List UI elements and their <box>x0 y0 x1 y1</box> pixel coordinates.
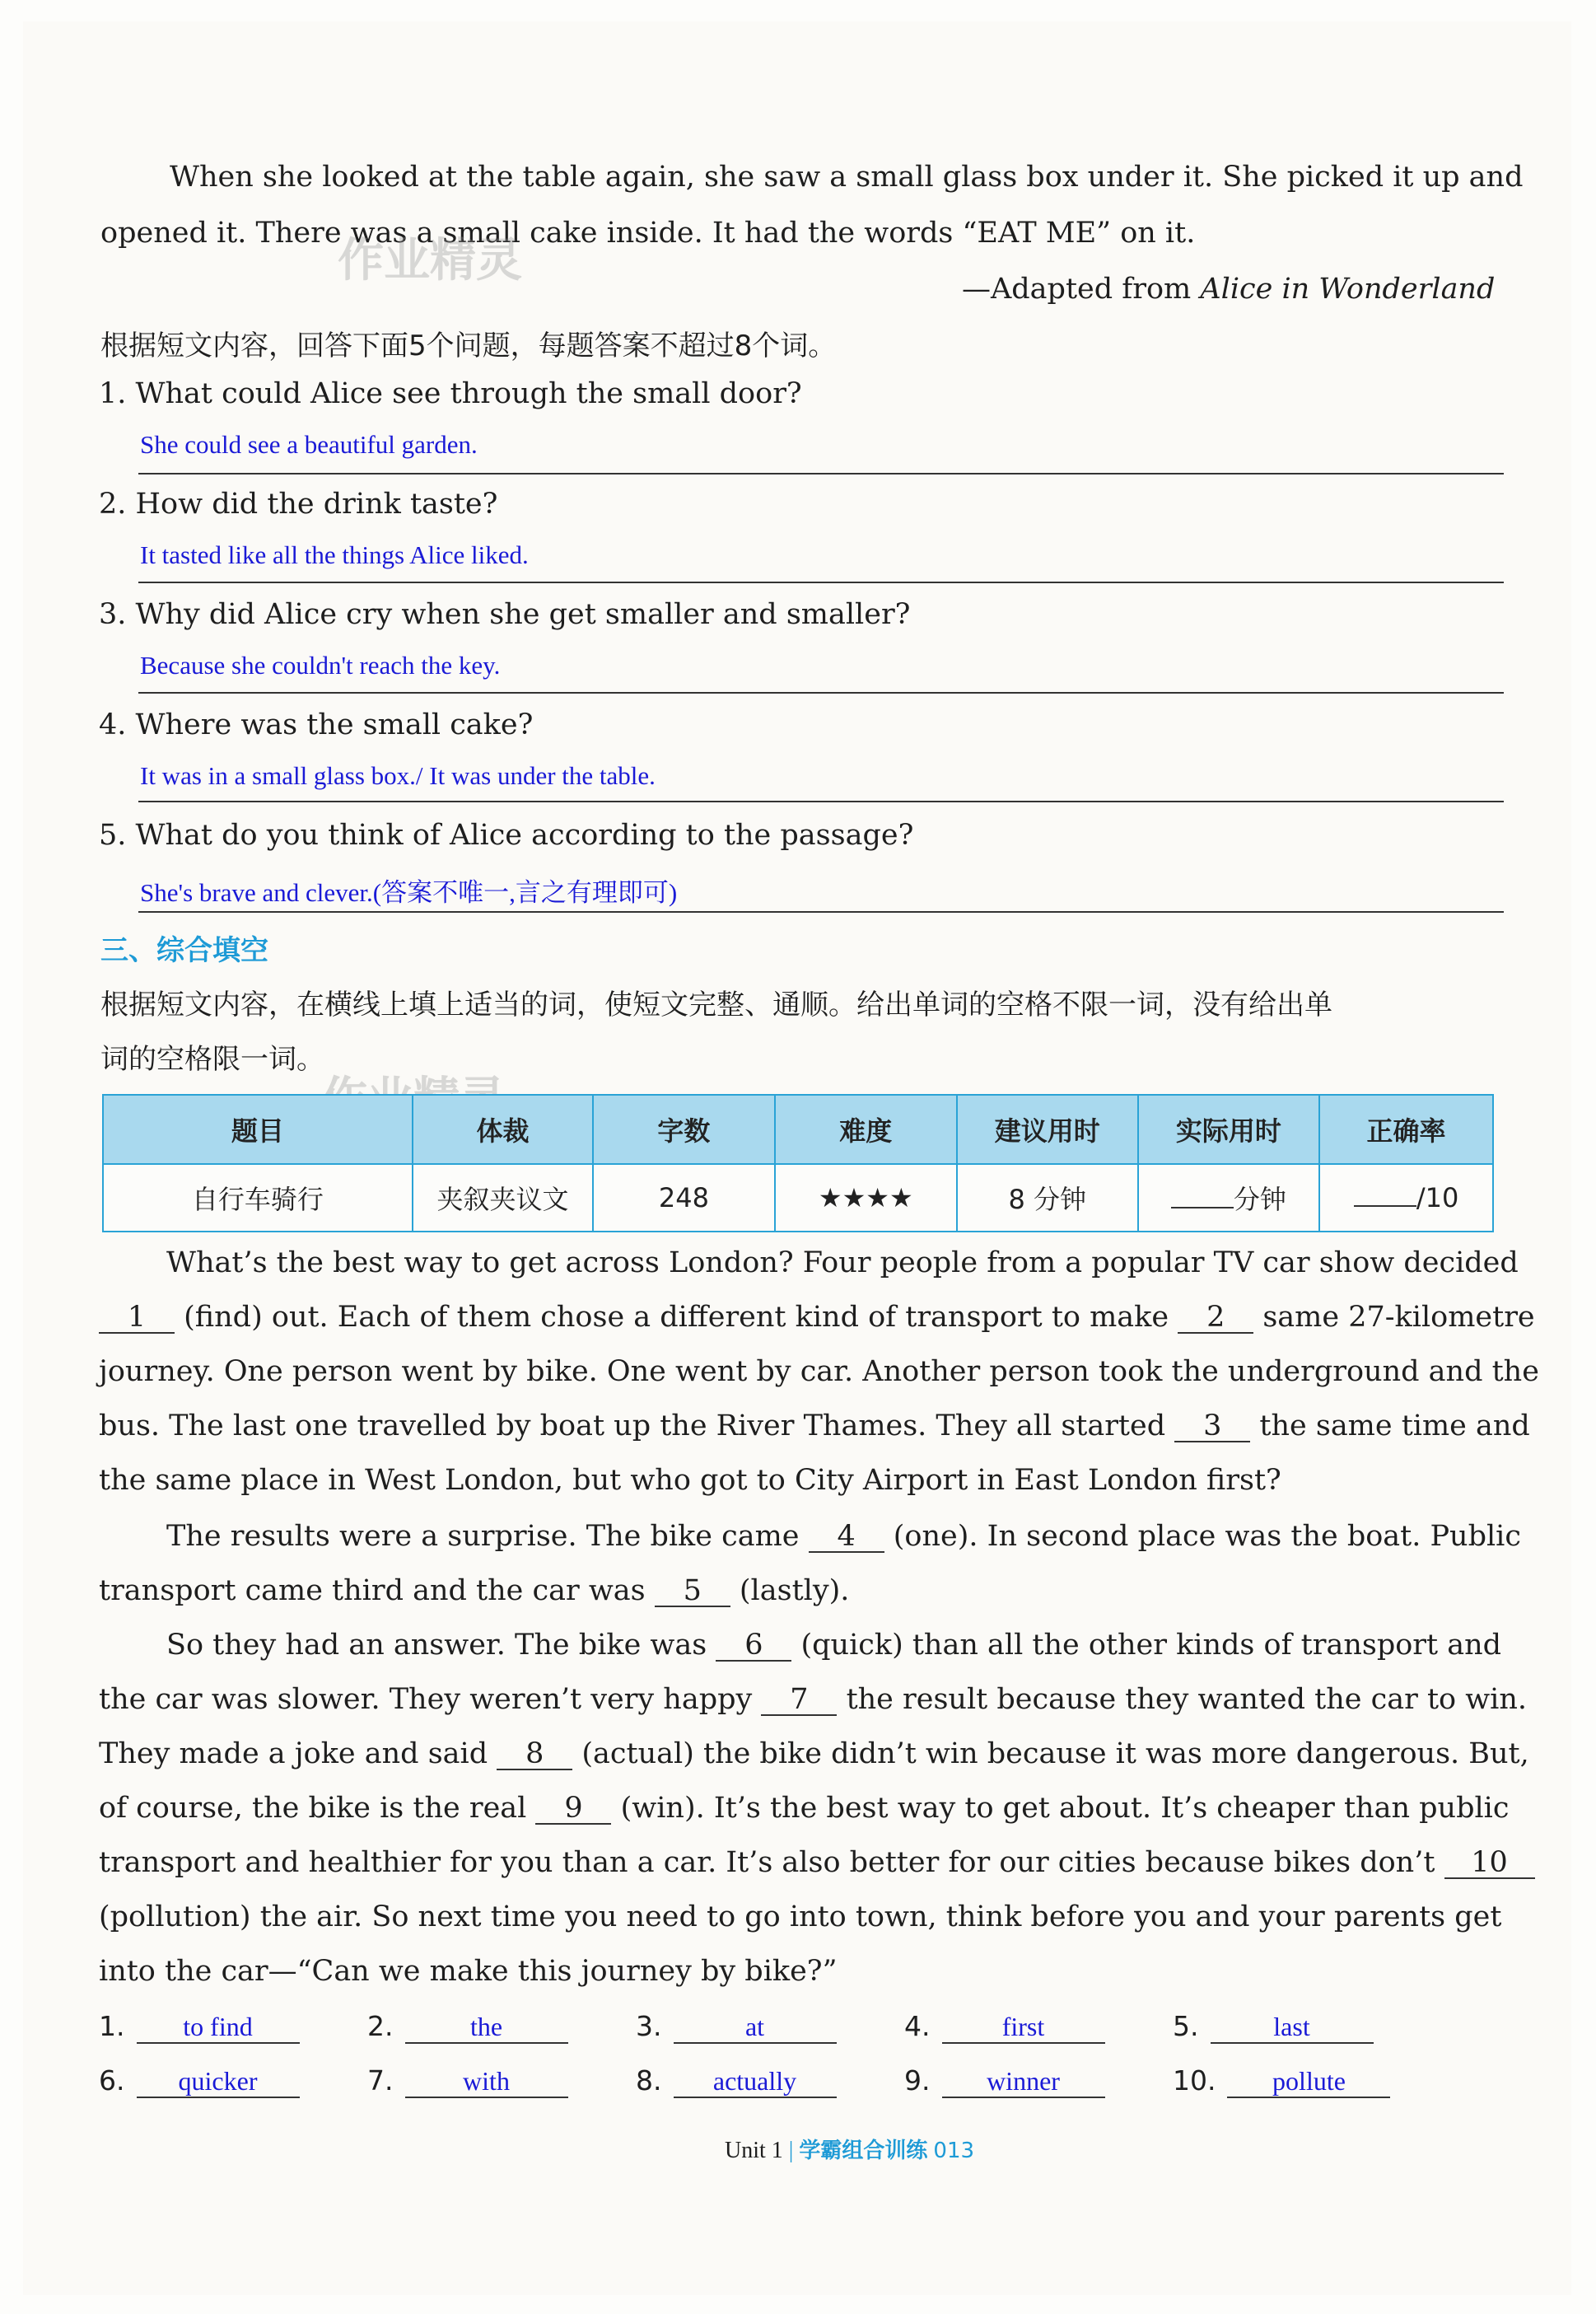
cloze-line: 1 (find) out. Each of them chose a different kind of transport to make 2 same 27-kilometre <box>99 1290 1535 1344</box>
blank-6[interactable]: 6 <box>716 1630 791 1662</box>
answer-field[interactable]: the <box>405 2012 568 2044</box>
answer-item: 5. last <box>1173 2010 1374 2044</box>
table-cell: 248 <box>593 1164 774 1232</box>
question: 2. How did the drink taste? <box>99 488 498 521</box>
answer-line <box>138 582 1504 583</box>
info-table <box>102 1094 1494 1232</box>
cloze-line: transport came third and the car was 5 (lastly). <box>99 1574 850 1607</box>
watermark: 作业精灵 <box>338 234 522 287</box>
answer-item: 7. with <box>367 2064 568 2098</box>
cloze-line: (pollution) the air. So next time you need to go into town, think before you and your parents get <box>99 1900 1502 1933</box>
table-header: 字数 <box>593 1095 774 1164</box>
answer-item: 3. at <box>636 2010 837 2044</box>
cloze-line: So they had an answer. The bike was 6 (quick) than all the other kinds of transport and <box>166 1629 1502 1662</box>
blank-1[interactable]: 1 <box>99 1302 175 1334</box>
blank-5[interactable]: 5 <box>655 1576 730 1607</box>
table-header: 正确率 <box>1319 1095 1493 1164</box>
section-title: 三、综合填空 <box>100 934 268 967</box>
table-header: 实际用时 <box>1138 1095 1320 1164</box>
section-instruction: 根据短文内容，在横线上填上适当的词，使短文完整、通顺。给出单词的空格不限一词，没有给出单 <box>100 989 1332 1021</box>
passage-source: —Adapted from Alice in Wonderland <box>962 273 1496 306</box>
answer: It tasted like all the things Alice liked. <box>140 540 529 569</box>
answer-item: 6. quicker <box>99 2064 300 2098</box>
cloze-line: the car was slower. They weren’t very happy 7 the result because they wanted the car to win. <box>99 1683 1528 1716</box>
cloze-line: What’s the best way to get across London? Four people from a popular TV car show decided <box>166 1246 1519 1279</box>
blank-3[interactable]: 3 <box>1174 1411 1250 1442</box>
table-cell: 夹叙夹议文 <box>413 1164 594 1232</box>
actual-time-cell[interactable]: 分钟 <box>1138 1164 1320 1232</box>
passage-line: When she looked at the table again, she saw a small glass box under it. She picked it up and <box>170 161 1524 194</box>
answer: Because she couldn't reach the key. <box>140 651 501 680</box>
answer-field[interactable]: at <box>674 2012 837 2044</box>
blank-9[interactable]: 9 <box>535 1793 611 1825</box>
answer-line <box>138 801 1504 802</box>
answer-field[interactable]: quicker <box>137 2066 300 2098</box>
cloze-line: They made a joke and said 8 (actual) the bike didn’t win because it was more dangerous. But, <box>99 1737 1529 1770</box>
difficulty-stars: ★★★★ <box>775 1164 958 1232</box>
table-header: 体裁 <box>413 1095 594 1164</box>
cloze-line: The results were a surprise. The bike came 4 (one). In second place was the boat. Public <box>166 1520 1521 1553</box>
question: 3. Why did Alice cry when she get smaller and smaller? <box>99 598 911 631</box>
blank-2[interactable]: 2 <box>1178 1302 1253 1334</box>
answer: It was in a small glass box./ It was under the table. <box>140 761 656 790</box>
blank-8[interactable]: 8 <box>497 1739 572 1770</box>
footer-brand: 学霸组合训练 <box>799 2139 928 2163</box>
answer-field[interactable]: actually <box>674 2066 837 2098</box>
page-footer: Unit 1 | 学霸组合训练 013 <box>725 2138 975 2163</box>
cloze-line: the same place in West London, but who got to City Airport in East London first? <box>99 1464 1281 1497</box>
answer-line <box>138 473 1504 474</box>
section-instruction: 词的空格限一词。 <box>100 1043 324 1076</box>
answer-item: 2. the <box>367 2010 568 2044</box>
answer-field[interactable]: with <box>405 2066 568 2098</box>
question: 5. What do you think of Alice according to the passage? <box>99 819 914 852</box>
answer-field[interactable]: last <box>1211 2012 1374 2044</box>
answer-field[interactable]: pollute <box>1227 2066 1390 2098</box>
answer-item: 4. first <box>904 2010 1105 2044</box>
answer-line <box>138 692 1504 694</box>
answer-field[interactable]: first <box>942 2012 1105 2044</box>
cloze-line: of course, the bike is the real 9 (win). It’s the best way to get about. It’s cheaper than public <box>99 1792 1510 1825</box>
answer-item: 8. actually <box>636 2064 837 2098</box>
blank-4[interactable]: 4 <box>809 1522 884 1553</box>
answer-item: 10. pollute <box>1173 2064 1390 2098</box>
answer-line <box>138 911 1504 913</box>
answer-field[interactable]: winner <box>942 2066 1105 2098</box>
answer: She could see a beautiful garden. <box>140 430 478 459</box>
qa-instruction: 根据短文内容，回答下面5个问题，每题答案不超过8个词。 <box>100 330 837 362</box>
answer-item: 9. winner <box>904 2064 1105 2098</box>
passage-line: opened it. There was a small cake inside. It had the words “EAT ME” on it. <box>100 217 1196 250</box>
cloze-line: bus. The last one travelled by boat up the River Thames. They all started 3 the same time and <box>99 1409 1530 1442</box>
question: 1. What could Alice see through the small door? <box>99 377 802 410</box>
question: 4. Where was the small cake? <box>99 708 534 741</box>
footer-unit: Unit 1 <box>725 2138 783 2163</box>
table-cell: 8 分钟 <box>957 1164 1138 1232</box>
cloze-line: journey. One person went by bike. One went by car. Another person took the underground and the <box>99 1355 1539 1388</box>
page-number: 013 <box>933 2139 975 2163</box>
cloze-line: into the car—“Can we make this journey by bike?” <box>99 1955 838 1988</box>
answer: She's brave and clever.(答案不唯一,言之有理即可) <box>140 878 678 907</box>
table-header: 题目 <box>103 1095 413 1164</box>
table-cell: 自行车骑行 <box>103 1164 413 1232</box>
accuracy-cell[interactable]: /10 <box>1319 1164 1493 1232</box>
table-header: 建议用时 <box>957 1095 1138 1164</box>
table-header: 难度 <box>775 1095 958 1164</box>
blank-10[interactable]: 10 <box>1444 1848 1535 1879</box>
cloze-line: transport and healthier for you than a car. It’s also better for our cities because bikes don’t 10 <box>99 1835 1535 1890</box>
answer-item: 1. to find <box>99 2010 300 2044</box>
answer-field[interactable]: to find <box>137 2012 300 2044</box>
blank-7[interactable]: 7 <box>761 1685 837 1716</box>
